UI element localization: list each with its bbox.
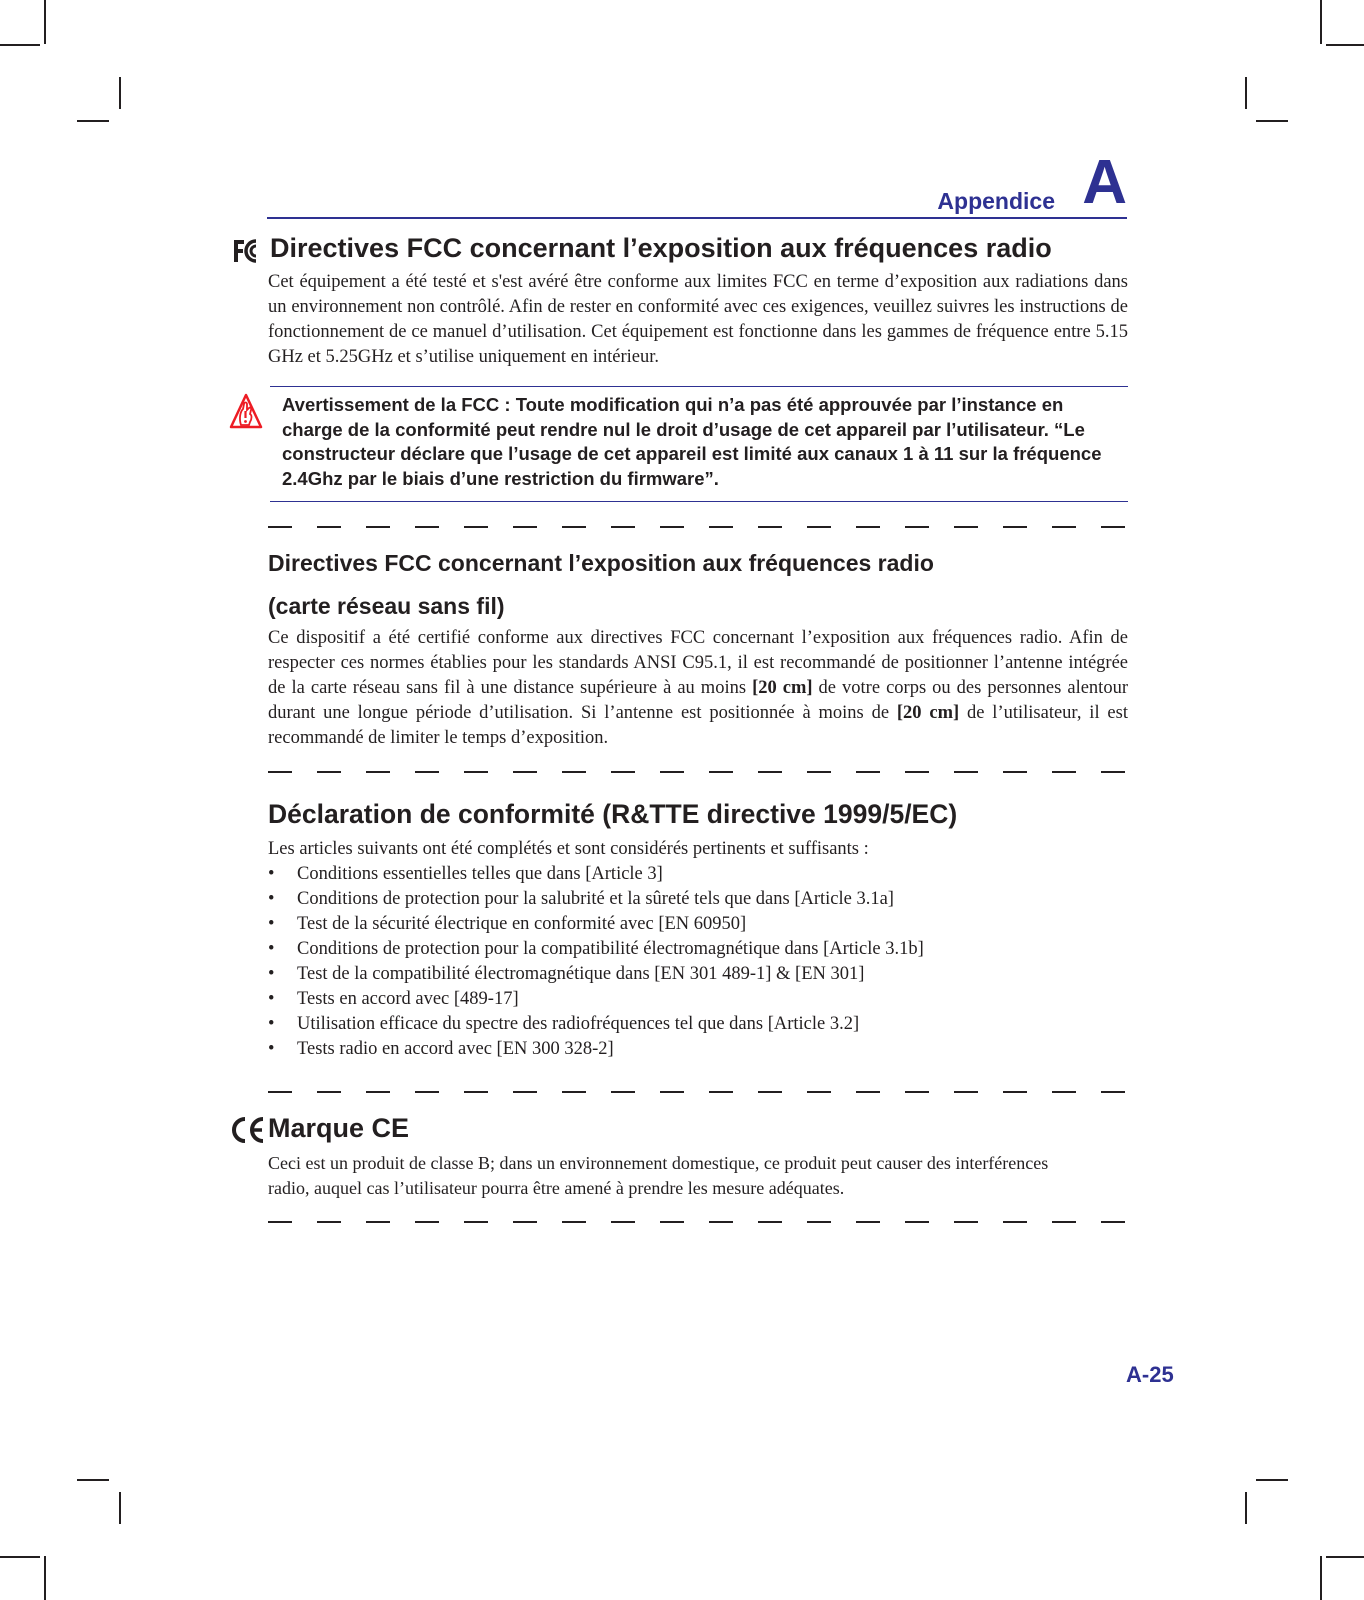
wireless-text-part: Ce dispositif a été certifié conforme aux directives FCC concernant l’exposition aux fréquences radio. Afin de respecter ces normes établies pour les standards ANSI C95.1, il est recommandé de positionner l’antenne intégrée de la carte réseau sans fil à une distance supérieure à au moins [268,628,1128,698]
dashed-divider [268,1221,1128,1223]
crop-mark [119,77,121,109]
crop-mark [1326,44,1364,46]
page-number: A-25 [1126,1362,1174,1387]
wireless-paragraph [268,626,1128,751]
bullet: • [268,989,275,1009]
list-item-text: Test de la compatibilité électromagnétique dans [EN 301 489-1] & [EN 301] [297,964,865,984]
fcc-warning-text: Avertissement de la FCC : Toute modification qui n’a pas été approuvée par l’instance en charge de la conformité peut rendre nul le droit d’usage de cet appareil par l’utilisateur. “Le constructeur déclare que l’usage de cet appareil est limité aux canaux 1 à 11 sur la fréquence 2.4Ghz par le biais d’une restriction du firmware”. [282,394,1102,489]
ce-mark-icon [230,1116,266,1144]
wireless-section-title: Directives FCC concernant l’exposition aux fréquences radio [268,550,934,576]
crop-mark [1320,0,1322,44]
list-item-text: Test de la sécurité électrique en conformité avec [EN 60950] [297,914,747,934]
list-item [268,987,1128,1012]
crop-mark [1256,120,1288,122]
bullet: • [268,1039,275,1059]
declaration-list [268,862,1128,1062]
distance-value: [20 cm] [752,678,813,698]
warning-hand-icon [228,392,264,432]
bullet: • [268,1014,275,1034]
list-item [268,962,1128,987]
bullet: • [268,964,275,984]
wireless-text-part: de votre corps ou des personnes alentour durant une longue période d’utilisation. Si l’antenne est positionnée à moins de [268,678,1128,723]
bullet: • [268,939,275,959]
dashed-divider [268,1091,1128,1093]
crop-mark [0,44,40,46]
crop-mark [77,120,109,122]
list-item-text: Conditions de protection pour la compatibilité électromagnétique dans [Article 3.1b] [297,939,924,959]
fcc-warning-box [270,386,1128,502]
crop-mark [1256,1479,1288,1481]
crop-mark [44,0,46,44]
distance-value: [20 cm] [896,703,960,723]
bullet: • [268,864,275,884]
fcc-paragraph: Cet équipement a été testé et s'est avéré être conforme aux limites FCC en terme d’exposition aux radiations dans un environnement non contrôlé. Afin de rester en conformité avec ces exigences, veuillez suivres les instructions de fonctionnement de ce manuel d’utilisation. Cet équipement est fonctionne dans les gammes de fréquence entre 5.15 GHz et 5.25GHz et s’utilise uniquement en intérieur. [268,272,1128,367]
crop-mark [1245,77,1247,109]
appendix-label: Appendice [937,188,1055,214]
list-item [268,1037,1128,1062]
list-item-text: Conditions essentielles telles que dans [Article 3] [297,864,663,884]
list-item-text: Conditions de protection pour la salubrité et la sûreté tels que dans [Article 3.1a] [297,889,894,909]
crop-mark [44,1556,46,1600]
list-item-text: Utilisation efficace du spectre des radiofréquences tel que dans [Article 3.2] [297,1014,860,1034]
wireless-text-part: de l’utilisateur, il est recommandé de limiter le temps d’exposition. [268,703,1128,748]
ce-paragraph: Ceci est un produit de classe B; dans un environnement domestique, ce produit peut causer des interférences radio, auquel cas l’utilisateur pourra être amené à prendre les mesure adéquates. [268,1153,1049,1198]
crop-mark [1326,1556,1364,1558]
list-item-text: Tests en accord avec [489-17] [297,989,519,1009]
ce-section-title: Marque CE [268,1113,410,1143]
declaration-intro: Les articles suivants ont été complétés et sont considérés pertinents et suffisants : [268,839,869,859]
dashed-divider [268,526,1128,528]
bullet: • [268,914,275,934]
bullet: • [268,889,275,909]
crop-mark [119,1492,121,1524]
list-item [268,912,1128,937]
dashed-divider [268,771,1128,773]
list-item [268,862,1128,887]
page-header [267,148,1127,220]
declaration-section-title: Déclaration de conformité (R&TTE directive 1999/5/EC) [268,799,958,829]
appendix-letter: A [1082,148,1127,217]
fcc-section-title: Directives FCC concernant l’exposition aux fréquences radio [270,233,1052,263]
list-item [268,937,1128,962]
list-item [268,1012,1128,1037]
list-item-text: Tests radio en accord avec [EN 300 328-2] [297,1039,614,1059]
crop-mark [77,1479,109,1481]
fcc-logo-icon [232,238,264,264]
header-rule [267,217,1127,219]
crop-mark [0,1556,40,1558]
wireless-section-subtitle: (carte réseau sans fil) [268,593,505,619]
crop-mark [1245,1492,1247,1524]
crop-mark [1320,1556,1322,1600]
list-item [268,887,1128,912]
